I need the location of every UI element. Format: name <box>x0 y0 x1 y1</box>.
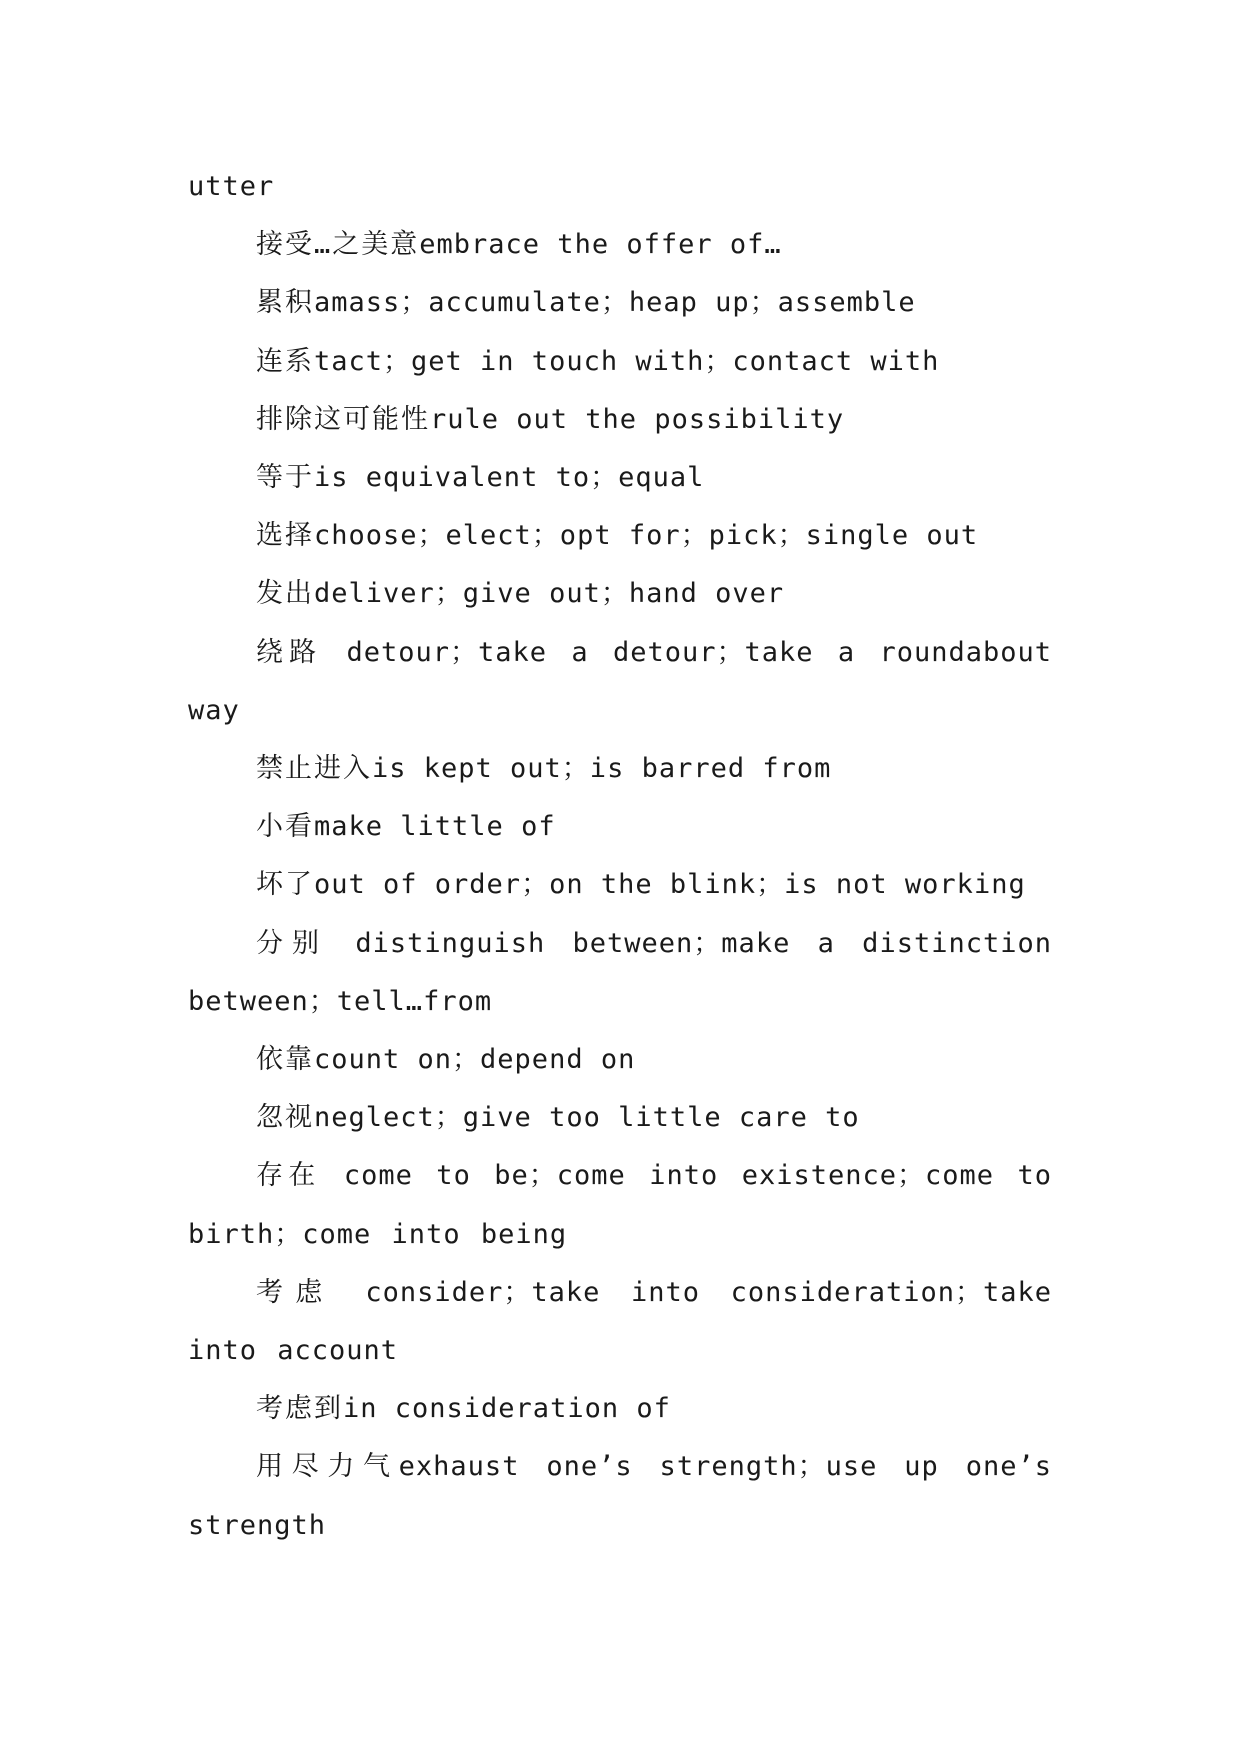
entry-embrace <box>188 216 1052 274</box>
entry-gloss: tact；get in touch with；contact with <box>314 345 940 377</box>
entry-gloss: embrace the offer of… <box>419 229 782 261</box>
entry-depend <box>188 1031 1052 1089</box>
entry-gloss: neglect；give too little care to <box>314 1102 860 1134</box>
entry-term: 忽视 <box>256 1102 314 1134</box>
entry-term: 考虑 <box>256 1276 335 1308</box>
entry-term: 小看 <box>256 811 314 843</box>
entry-neglect <box>188 1089 1052 1147</box>
entry-choose <box>188 507 1052 565</box>
entry-gloss: is equivalent to；equal <box>314 462 705 494</box>
entry-gloss: amass；accumulate；heap up；assemble <box>314 287 916 319</box>
entry-make-little <box>188 798 1052 856</box>
entry-barred <box>188 740 1052 798</box>
entry-amass <box>188 274 1052 332</box>
entry-term: 接受…之美意 <box>256 229 420 261</box>
entry-contact <box>188 333 1052 391</box>
entry-term: 累积 <box>256 287 314 319</box>
entry-term: 等于 <box>256 462 314 494</box>
entry-exhaust <box>188 1438 1052 1554</box>
entry-gloss: out of order；on the blink；is not working <box>314 869 1026 901</box>
entry-gloss: choose；elect；opt for；pick；single out <box>314 520 979 552</box>
entry-term: 用尽力气 <box>256 1451 399 1483</box>
lead-line: utter <box>188 171 275 202</box>
entry-detour <box>188 624 1052 740</box>
entry-gloss: deliver；give out；hand over <box>314 578 785 610</box>
entry-rule-out <box>188 391 1052 449</box>
entry-term: 考虑到 <box>256 1393 343 1425</box>
entry-gloss: count on；depend on <box>314 1044 636 1076</box>
entry-come-to-be <box>188 1147 1052 1263</box>
document-body <box>188 158 1052 1555</box>
entry-term: 存在 <box>256 1160 321 1192</box>
entry-gloss: make little of <box>314 811 556 843</box>
entry-term: 选择 <box>256 520 314 552</box>
entry-consider <box>188 1264 1052 1380</box>
entry-gloss: rule out the possibility <box>430 403 845 435</box>
entry-term: 依靠 <box>256 1044 314 1076</box>
entry-gloss: is kept out；is barred from <box>372 753 832 785</box>
entry-gloss: distinguish between；make a distinction between；tell…from <box>188 927 1052 1017</box>
entry-in-consideration <box>188 1380 1052 1438</box>
entry-gloss: consider；take into consideration；take into account <box>188 1276 1052 1367</box>
entry-distinguish <box>188 915 1052 1031</box>
entry-term: 分别 <box>256 927 329 959</box>
entry-term: 排除这可能性 <box>256 403 430 435</box>
entry-term: 禁止进入 <box>256 753 372 785</box>
entry-gloss: detour；take a detour；take a roundabout way <box>188 636 1052 726</box>
entry-equal <box>188 449 1052 507</box>
entry-gloss: in consideration of <box>343 1393 671 1425</box>
entry-deliver <box>188 565 1052 623</box>
entry-term: 绕路 <box>256 636 323 668</box>
entry-term: 坏了 <box>256 869 314 901</box>
entry-term: 发出 <box>256 578 314 610</box>
entry-gloss: come to be；come into existence；come to birth；come into being <box>188 1160 1052 1250</box>
entry-out-of-order <box>188 856 1052 914</box>
entry-gloss: exhaust one’s strength；use up one’s strength <box>188 1451 1052 1541</box>
entry-term: 连系 <box>256 345 314 377</box>
